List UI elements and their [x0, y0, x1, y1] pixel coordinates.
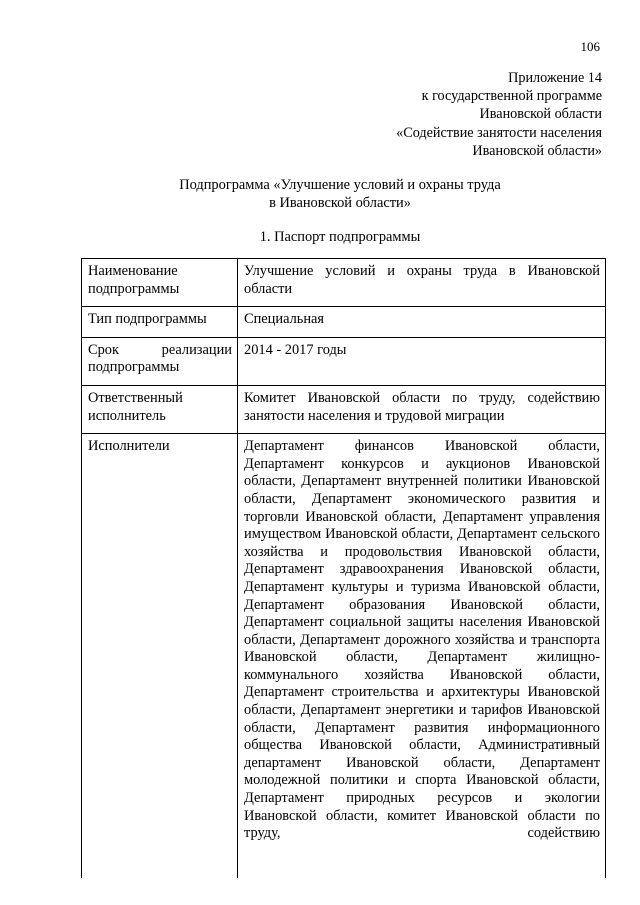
section-title: 1. Паспорт подпрограммы — [259, 229, 421, 245]
appendix-line: Приложение 14 — [508, 70, 602, 86]
appendix-line: к государственной программе — [421, 88, 602, 105]
page-number: 106 — [580, 39, 600, 54]
table-row — [82, 385, 606, 433]
row-value: 2014 - 2017 годы — [238, 337, 606, 385]
appendix-line: «Содействие занятости населения — [396, 124, 602, 141]
row-value: Специальная — [238, 307, 606, 338]
row-label: Наименование подпрограммы — [82, 259, 238, 307]
row-label: Исполнители — [82, 434, 238, 879]
passport-table — [81, 258, 606, 878]
table-row — [82, 307, 606, 338]
appendix-line: Ивановской области — [479, 106, 602, 123]
row-label: Срок реализации подпрограммы — [82, 337, 238, 385]
title-line: Подпрограмма «Улучшение условий и охраны труда — [179, 177, 501, 193]
appendix-line: Ивановской области» — [472, 142, 602, 159]
table-row — [82, 259, 606, 307]
table-row — [82, 434, 606, 879]
row-value: Улучшение условий и охраны труда в Ивановской области — [238, 259, 606, 307]
subprogram-title — [80, 176, 600, 212]
row-value: Департамент финансов Ивановской области, Департамент конкурсов и аукционов Ивановской области, Департамент внутренней политики Ивановской области, Департамент экономического развития и торговли Ивановской области, Департамент управления имуществом Ивановской области, Департамент сельского хозяйства и продовольствия Ивановской области, Департамент здравоохранения Ивановской области, Департамент культуры и туризма Ивановской области, Департамент образования Ивановской области, Департамент социальной защиты населения Ивановской области, Департамент дорожного хозяйства и транспорта Ивановской области, Департамент жилищно-коммунального хозяйства Ивановской области, Департамент строительства и архитектуры Ивановской области, Департамент энергетики и тарифов Ивановской области, Департамент развития информационного общества Ивановской области, Административный департамент Ивановской области, Департамент молодежной политики и спорта Ивановской области, Департамент природных ресурсов и экологии Ивановской области, комитет Ивановской области по труду, содействию — [238, 434, 606, 879]
appendix-header — [396, 69, 602, 160]
row-label: Тип подпрограммы — [82, 307, 238, 338]
table-row — [82, 337, 606, 385]
title-line: в Ивановской области» — [269, 195, 411, 211]
row-value: Комитет Ивановской области по труду, содействию занятости населения и трудовой миграции — [238, 385, 606, 433]
row-label: Ответственный исполнитель — [82, 385, 238, 433]
